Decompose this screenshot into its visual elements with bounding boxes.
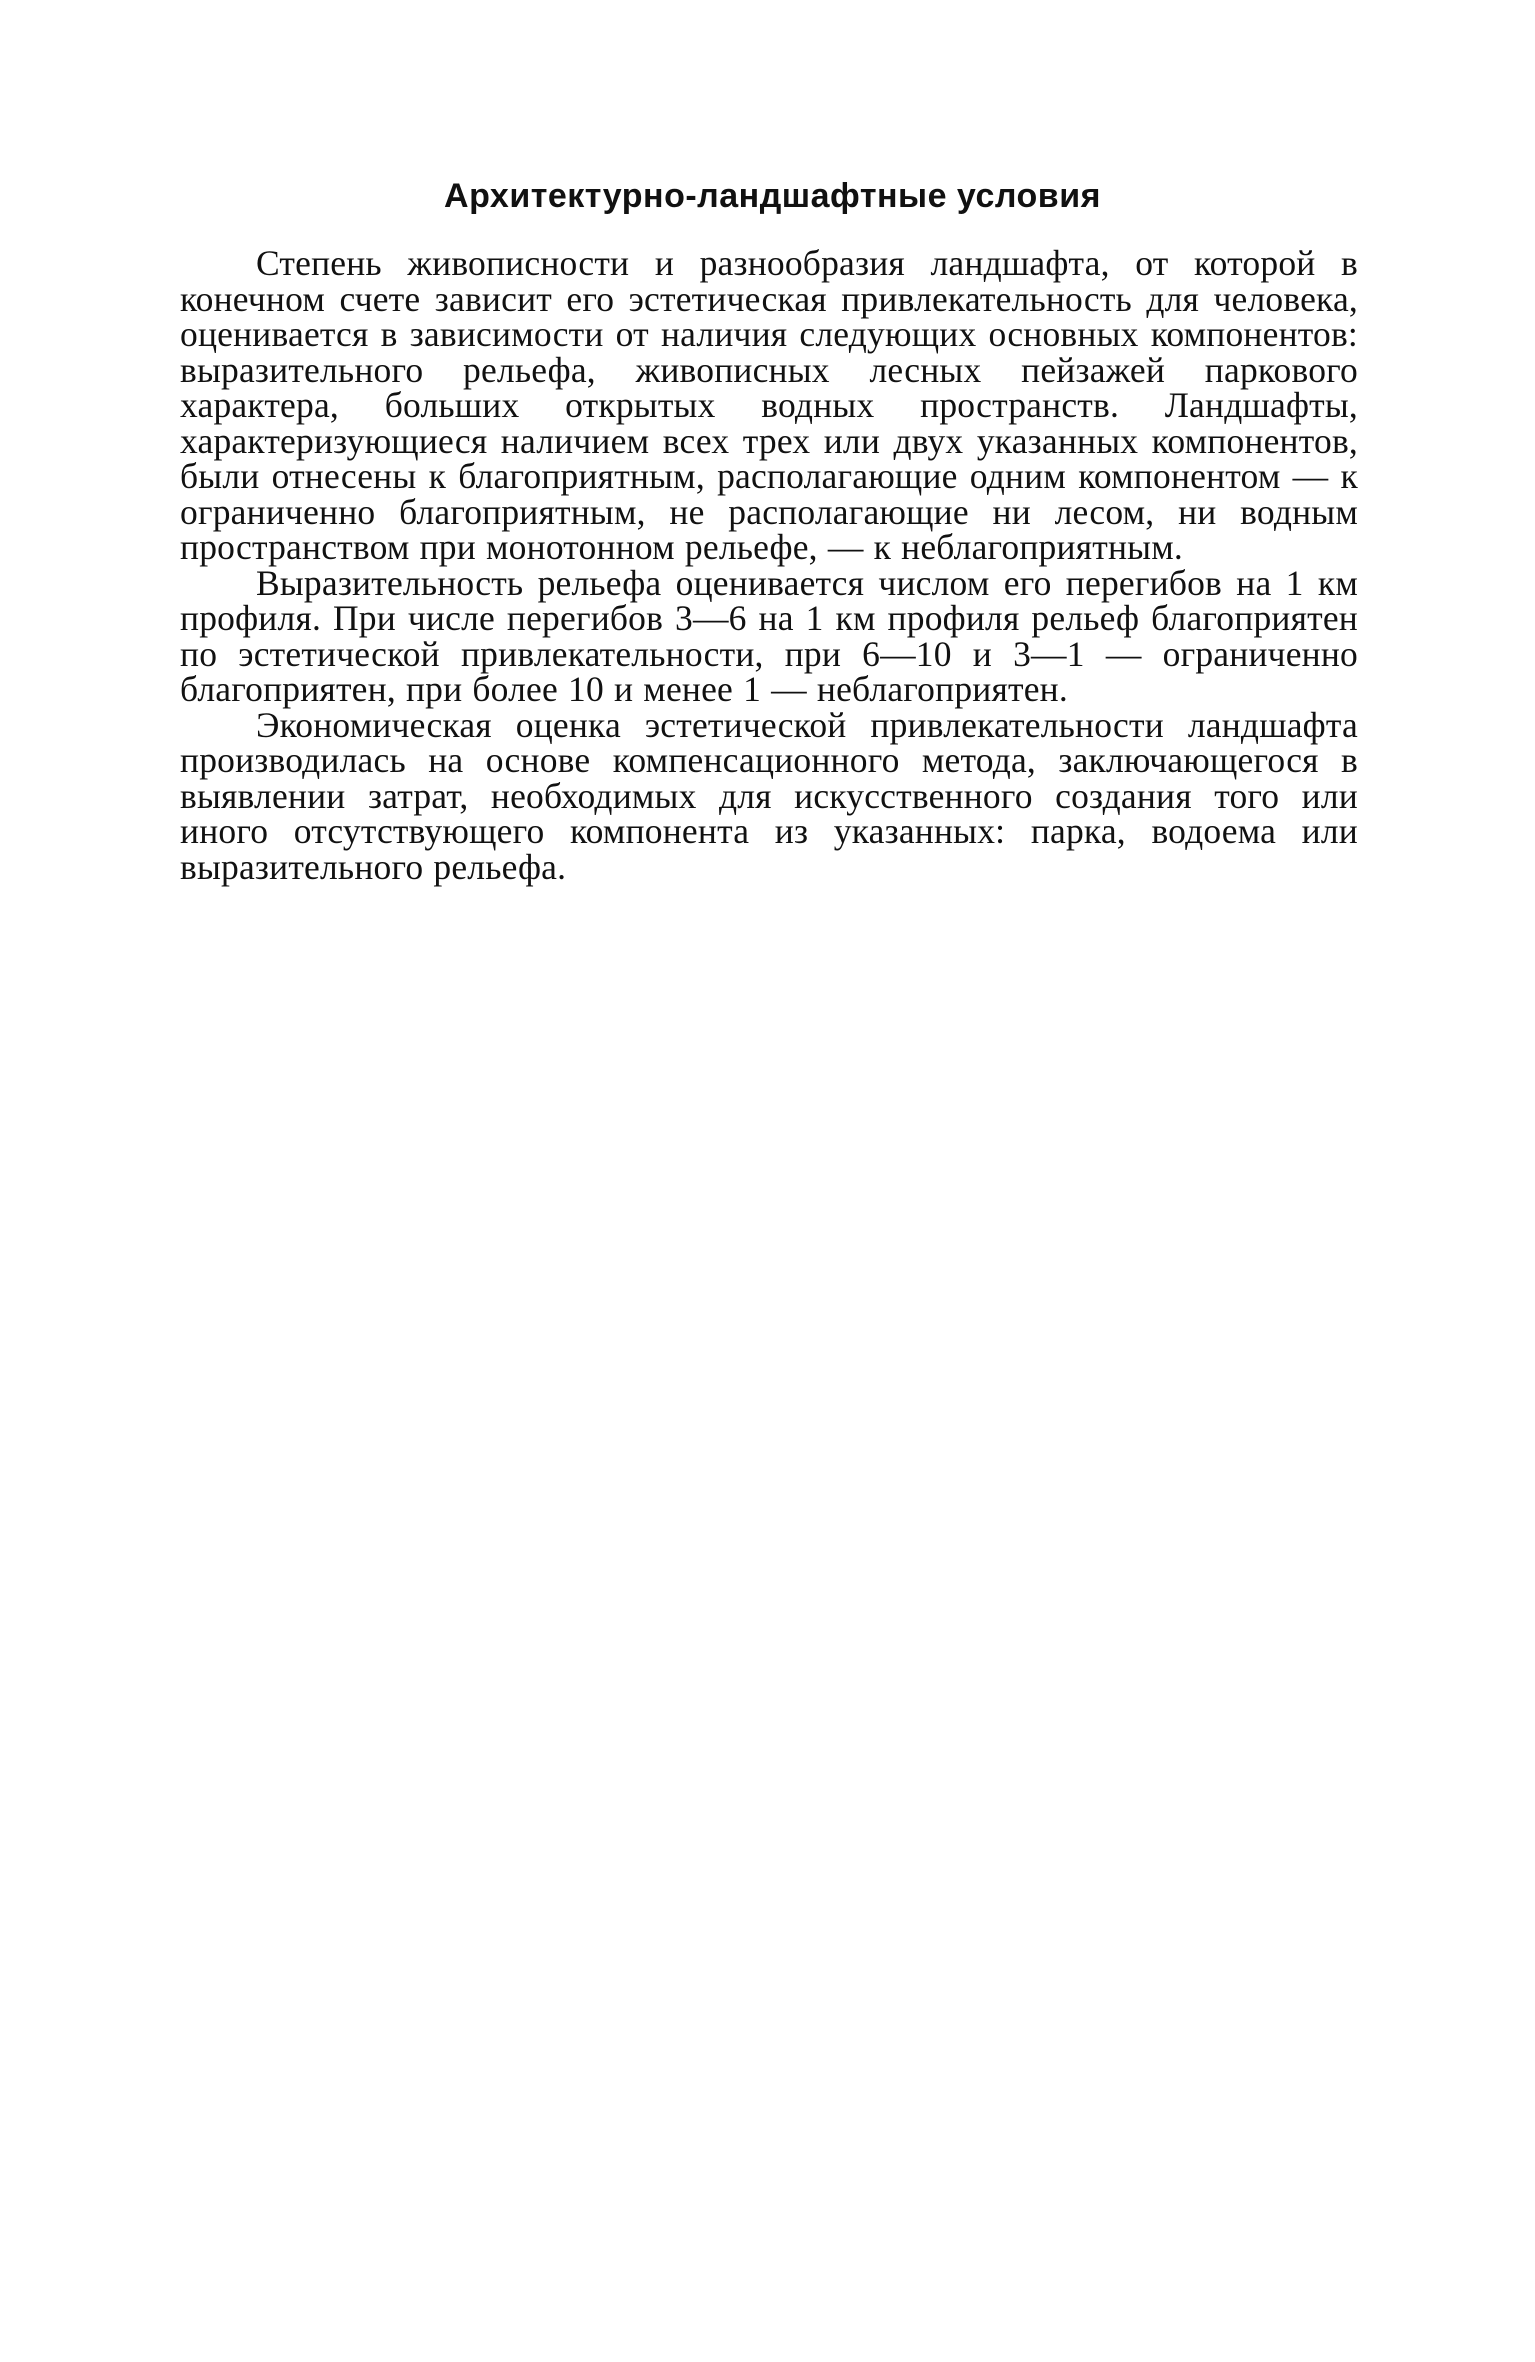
paragraph-landscape-picturesqueness: Степень живописности и разнообразия ландшафта, от которой в конечном счете зависит его эстетическая привлекательность для человека, оценивается в зависимости от наличия следующих основных компонентов: выразительного рельефа, живописных лесных пейзажей паркового характера, больших открытых водных пространств. Ландшафты, характеризующиеся наличием всех трех или двух указанных компонентов, были отнесены к благоприятным, располагающие одним компонентом — к ограниченно благоприятным, не располагающие ни лесом, ни водным пространством при монотонном рельефе, — к неблагоприятным. (180, 243, 1358, 567)
section-title: Архитектурно-ландшафтные условия (444, 177, 1101, 215)
paragraph-relief-expressiveness: Выразительность рельефа оценивается числом его перегибов на 1 км профиля. При числе перегибов 3—6 на 1 км профиля рельеф благоприятен по эстетической привлекательности, при 6—10 и 3—1 — ограниченно благоприятен, при более 10 и менее 1 — неблагоприятен. (180, 562, 1358, 709)
paragraph-economic-assessment: Экономическая оценка эстетической привлекательности ландшафта производилась на основе компенсационного метода, заключающегося в выявлении затрат, необходимых для искусственного создания того или иного отсутствующего компонента из указанных: парка, водоема или выразительного рельефа. (180, 704, 1358, 887)
section-body (180, 243, 1358, 887)
